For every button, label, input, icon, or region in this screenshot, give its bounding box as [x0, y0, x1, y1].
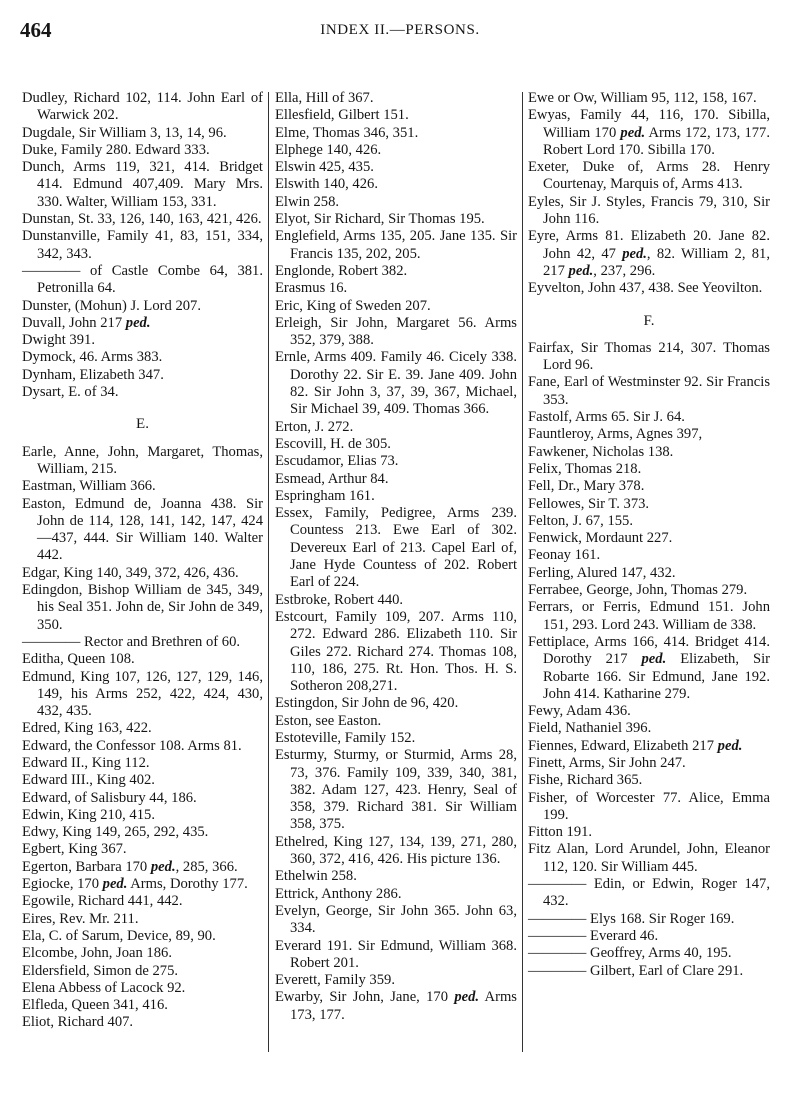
- entry-text: Elswith 140, 426.: [275, 176, 378, 193]
- index-entry: [528, 703, 770, 720]
- entry-text: ———— Everard 46.: [528, 927, 659, 944]
- index-entry: [275, 609, 517, 695]
- index-entry: [22, 841, 263, 858]
- index-entry: [528, 194, 770, 229]
- index-entry: [528, 90, 770, 107]
- entry-text: Elyot, Sir Richard, Sir Thomas 195.: [275, 211, 485, 228]
- entry-text: Fisher, of Worcester 77. Alice, Emma 199.: [528, 789, 770, 823]
- index-entry: [22, 496, 263, 565]
- entry-text: Escovill, H. de 305.: [275, 435, 391, 452]
- entry-text: Ethelred, King 127, 134, 139, 271, 280, 360, 372, 416, 426. His picture 136.: [275, 833, 517, 868]
- entry-text: Finett, Arms, Sir John 247.: [528, 754, 686, 771]
- index-entry: [528, 513, 770, 530]
- index-entry: [528, 340, 770, 375]
- index-entry: [22, 125, 263, 142]
- index-entry: [528, 720, 770, 737]
- entry-text: Dunch, Arms 119, 321, 414. Bridget 414. Edmund 407,409. Mary Mrs. 330. Walter, William 153, 331.: [22, 159, 263, 210]
- pedigree-abbrev: ped.: [150, 858, 176, 875]
- pedigree-abbrev: ped.: [454, 989, 480, 1006]
- entry-text: Ella, Hill of 367.: [275, 90, 374, 106]
- entry-text: Duvall, John 217: [22, 314, 126, 331]
- index-column-2: [275, 90, 517, 1024]
- index-entry: [275, 868, 517, 885]
- index-entry: [22, 349, 263, 366]
- index-entry: [275, 730, 517, 747]
- index-entry: [22, 651, 263, 668]
- index-column-3: [528, 90, 770, 980]
- index-entry: [528, 444, 770, 461]
- column-rule: [522, 92, 523, 1052]
- entry-text: Eastman, William 366.: [22, 478, 156, 495]
- section-letter: E.: [136, 416, 149, 433]
- index-entry: [22, 478, 263, 495]
- index-entry: [528, 280, 770, 297]
- entry-text: Elwin 258.: [275, 193, 340, 210]
- entry-text: Eyles, Sir J. Styles, Francis 79, 310, Sir John 116.: [528, 193, 770, 228]
- entry-text: Dwight 391.: [22, 332, 95, 349]
- index-entry: [275, 471, 517, 488]
- index-entry: [275, 263, 517, 280]
- index-entry: [22, 298, 263, 315]
- entry-text: Ferrabee, George, John, Thomas 279.: [528, 582, 748, 599]
- pedigree-abbrev: ped.: [102, 876, 128, 893]
- entry-text: Essex, Family, Pedigree, Arms 239. Countess 213. Ewe Earl of 302. Devereux Earl of 213. Capel Earl of, Jane Hyde Countess of 202. Robert Earl of 224.: [275, 505, 517, 591]
- index-entry: [22, 669, 263, 721]
- pedigree-abbrev: ped.: [568, 262, 594, 279]
- entry-text: Dymock, 46. Arms 383.: [22, 349, 163, 366]
- entry-text: Fastolf, Arms 65. Sir J. 64.: [528, 409, 685, 426]
- entry-text: ———— Gilbert, Earl of Clare 291.: [528, 962, 744, 979]
- index-entry: [22, 980, 263, 997]
- entry-text: Egerton, Barbara 170: [22, 858, 151, 875]
- entry-text: Edwy, King 149, 265, 292, 435.: [22, 824, 209, 841]
- entry-text: Englefield, Arms 135, 205. Jane 135. Sir Francis 135, 202, 205.: [275, 228, 517, 262]
- entry-text: Easton, Edmund de, Joanna 438. Sir John de 114, 128, 141, 142, 147, 424—437, 444. Sir William 140. Walter 442.: [22, 495, 263, 564]
- index-entry: [275, 834, 517, 869]
- entry-text: Ela, C. of Sarum, Device, 89, 90.: [22, 927, 216, 944]
- index-entry: [275, 886, 517, 903]
- index-entry: [22, 824, 263, 841]
- index-entry: [528, 547, 770, 564]
- entry-text: Feonay 161.: [528, 547, 601, 564]
- index-entry: [275, 938, 517, 973]
- index-entry: [275, 176, 517, 193]
- entry-text: Fitz Alan, Lord Arundel, John, Eleanor 112, 120. Sir William 445.: [528, 841, 770, 875]
- index-entry: [275, 505, 517, 591]
- entry-text: Fellowes, Sir T. 373.: [528, 495, 650, 512]
- entry-text: Erasmus 16.: [275, 280, 348, 297]
- entry-text: Duke, Family 280. Edward 333.: [22, 141, 210, 158]
- index-entry: [528, 911, 770, 928]
- index-entry: [528, 107, 770, 159]
- index-entry: [275, 194, 517, 211]
- index-entry: [275, 211, 517, 228]
- entry-text: Edward II., King 112.: [22, 754, 150, 771]
- entry-text: Dudley, Richard 102, 114. John Earl of Warwick 202.: [22, 90, 263, 124]
- entry-text: Ewe or Ow, William 95, 112, 158, 167.: [528, 90, 757, 106]
- entry-text: Elme, Thomas 346, 351.: [275, 124, 419, 141]
- entry-text: , 237, 296.: [593, 262, 656, 279]
- index-entry: [22, 384, 263, 401]
- entry-text: Eston, see Easton.: [275, 712, 382, 729]
- index-entry: [528, 824, 770, 841]
- entry-text: Estbroke, Robert 440.: [275, 591, 404, 608]
- index-entry: [22, 755, 263, 772]
- entry-text: Elcombe, John, Joan 186.: [22, 945, 172, 962]
- entry-text: Edward, of Salisbury 44, 186.: [22, 789, 197, 806]
- index-entry: [22, 211, 263, 228]
- pedigree-abbrev: ped.: [717, 737, 743, 754]
- index-entry: [528, 738, 770, 755]
- entry-text: Dunster, (Mohun) J. Lord 207.: [22, 297, 201, 314]
- entry-text: Elphege 140, 426.: [275, 141, 382, 158]
- entry-text: Edingdon, Bishop William de 345, 349, his Seal 351. John de, Sir John de 349, 350.: [22, 582, 263, 633]
- entry-text: Egiocke, 170: [22, 876, 103, 893]
- entry-text: Elizabeth, Sir Robarte 166. Sir Edmund, Jane 192. John 414. Katharine 279.: [543, 651, 770, 702]
- index-entry: [528, 374, 770, 409]
- entry-text: Estoteville, Family 152.: [275, 729, 416, 746]
- index-entry: [275, 488, 517, 505]
- index-entry: [275, 90, 517, 107]
- entry-text: Escudamor, Elias 73.: [275, 453, 399, 470]
- pedigree-abbrev: ped.: [622, 245, 647, 262]
- entry-text: Fawkener, Nicholas 138.: [528, 443, 674, 460]
- entry-text: Ewyas, Family 44, 116, 170. Sibilla, William 170: [528, 107, 770, 141]
- index-entry: [22, 444, 263, 479]
- index-entry: [528, 772, 770, 789]
- entry-text: Arms 172, 173, 177. Robert Lord 170. Sibilla 170.: [543, 124, 770, 158]
- entry-text: Fitton 191.: [528, 824, 593, 841]
- index-entry: [275, 989, 517, 1024]
- entry-text: Ewarby, Sir John, Jane, 170: [275, 989, 455, 1006]
- entry-text: Fishe, Richard 365.: [528, 772, 643, 789]
- index-entry: [22, 142, 263, 159]
- index-entry: [528, 409, 770, 426]
- entry-text: Fauntleroy, Arms, Agnes 397,: [528, 426, 703, 443]
- entry-text: Elena Abbess of Lacock 92.: [22, 979, 186, 996]
- index-entry: [275, 349, 517, 418]
- entry-text: Earle, Anne, John, Margaret, Thomas, William, 215.: [22, 443, 263, 477]
- index-entry: [528, 159, 770, 194]
- index-entry: [22, 945, 263, 962]
- index-entry: [528, 565, 770, 582]
- entry-text: Edwin, King 210, 415.: [22, 806, 155, 823]
- index-entry: [22, 997, 263, 1014]
- index-entry: [528, 599, 770, 634]
- index-entry: [275, 592, 517, 609]
- entry-text: Fiennes, Edward, Elizabeth 217: [528, 737, 718, 754]
- index-entry: [22, 807, 263, 824]
- pedigree-abbrev: ped.: [641, 651, 667, 668]
- entry-text: Fettiplace, Arms 166, 414. Bridget 414. Dorothy 217: [528, 633, 770, 668]
- entry-text: Editha, Queen 108.: [22, 651, 135, 668]
- index-entry: [275, 228, 517, 263]
- index-entry: [528, 841, 770, 876]
- index-entry: [528, 755, 770, 772]
- index-entry: [22, 315, 263, 332]
- entry-text: Elfleda, Queen 341, 416.: [22, 997, 168, 1014]
- section-letter: F.: [643, 312, 655, 329]
- entry-text: Dynham, Elizabeth 347.: [22, 366, 164, 383]
- index-entry: [22, 1014, 263, 1031]
- index-entry: [22, 772, 263, 789]
- index-entry: [22, 928, 263, 945]
- entry-text: Evelyn, George, Sir John 365. John 63, 334.: [275, 902, 517, 937]
- entry-text: Eldersfield, Simon de 275.: [22, 962, 179, 979]
- entry-text: Arms 173, 177.: [290, 989, 517, 1023]
- entry-text: Edward III., King 402.: [22, 772, 155, 789]
- index-entry: [528, 876, 770, 911]
- entry-text: ———— Edin, or Edwin, Roger 147, 432.: [528, 876, 770, 910]
- index-entry: [22, 367, 263, 384]
- index-entry: [22, 790, 263, 807]
- index-entry: [22, 582, 263, 634]
- index-entry: [528, 945, 770, 962]
- entry-text: Ethelwin 258.: [275, 868, 357, 885]
- entry-text: ———— Elys 168. Sir Roger 169.: [528, 910, 735, 927]
- entry-text: ———— Rector and Brethren of 60.: [22, 633, 241, 650]
- entry-text: Field, Nathaniel 396.: [528, 720, 652, 737]
- page-number: 464: [20, 18, 52, 42]
- entry-text: Egowile, Richard 441, 442.: [22, 893, 183, 910]
- index-entry: [22, 859, 263, 876]
- index-entry: [275, 903, 517, 938]
- entry-text: Dunstan, St. 33, 126, 140, 163, 421, 426.: [22, 211, 262, 228]
- entry-text: Everard 191. Sir Edmund, William 368. Robert 201.: [275, 937, 517, 971]
- index-entry: [528, 928, 770, 945]
- index-entry: [22, 893, 263, 910]
- index-entry: [22, 332, 263, 349]
- index-entry: [22, 720, 263, 737]
- entry-text: Eyre, Arms 81. Elizabeth 20. Jane 82. John 42, 47: [528, 228, 770, 262]
- entry-text: Egbert, King 367.: [22, 841, 127, 858]
- entry-text: Eires, Rev. Mr. 211.: [22, 910, 139, 927]
- entry-text: Fewy, Adam 436.: [528, 703, 631, 720]
- index-entry: [275, 419, 517, 436]
- index-entry: [22, 159, 263, 211]
- pedigree-abbrev: ped.: [125, 314, 151, 331]
- entry-text: Edgar, King 140, 349, 372, 426, 436.: [22, 564, 239, 581]
- index-entry: [275, 453, 517, 470]
- index-entry: [275, 107, 517, 124]
- index-entry: [22, 876, 263, 893]
- index-entry: [275, 747, 517, 833]
- index-entry: [275, 713, 517, 730]
- column-rule: [268, 92, 269, 1052]
- entry-text: Ernle, Arms 409. Family 46. Cicely 338. Dorothy 22. Sir E. 39. Jane 409. John 82. Sir John 3, 37, 39, 367, Michael, Sir Michael 39, 409. Thomas 366.: [275, 349, 517, 418]
- index-entry: [275, 315, 517, 350]
- index-entry: [22, 228, 263, 263]
- index-entry: [528, 582, 770, 599]
- entry-text: Ferling, Alured 147, 432.: [528, 564, 676, 581]
- index-entry: [528, 963, 770, 980]
- pedigree-abbrev: ped.: [620, 124, 646, 141]
- entry-text: Estcourt, Family 109, 207. Arms 110, 272. Edward 286. Elizabeth 110. Sir Giles 272. Richard 274. Thomas 108, 110, 186, 275. Rt. Hon. Thos. H. S. Sotheron 208,271.: [275, 608, 517, 695]
- entry-text: ———— Geoffrey, Arms 40, 195.: [528, 945, 732, 962]
- index-entry: [22, 90, 263, 125]
- entry-text: Dunstanville, Family 41, 83, 151, 334, 342, 343.: [22, 228, 263, 262]
- entry-text: Edred, King 163, 422.: [22, 720, 152, 737]
- entry-text: Estingdon, Sir John de 96, 420.: [275, 695, 459, 712]
- entry-text: Felton, J. 67, 155.: [528, 512, 633, 529]
- index-entry: [528, 790, 770, 825]
- entry-text: Fenwick, Mordaunt 227.: [528, 530, 673, 547]
- index-entry: [528, 426, 770, 443]
- index-entry: [275, 142, 517, 159]
- entry-text: Englonde, Robert 382.: [275, 262, 408, 279]
- entry-text: , 285, 366.: [175, 858, 238, 875]
- entry-text: Fane, Earl of Westminster 92. Sir Francis 353.: [528, 374, 770, 408]
- entry-text: Ellesfield, Gilbert 151.: [275, 107, 409, 124]
- index-entry: [22, 263, 263, 298]
- entry-text: Fell, Dr., Mary 378.: [528, 478, 645, 495]
- index-entry: [528, 530, 770, 547]
- entry-text: Ettrick, Anthony 286.: [275, 885, 402, 902]
- entry-text: Dysart, E. of 34.: [22, 384, 119, 401]
- index-entry: [528, 634, 770, 703]
- index-entry: [275, 125, 517, 142]
- entry-text: ———— of Castle Combe 64, 381. Petronilla 64.: [22, 262, 263, 297]
- index-entry: [22, 738, 263, 755]
- index-entry: [22, 911, 263, 928]
- index-entry: [275, 436, 517, 453]
- entry-text: Espringham 161.: [275, 487, 375, 504]
- entry-text: Edmund, King 107, 126, 127, 129, 146, 149, his Arms 252, 422, 424, 430, 432, 435.: [22, 668, 263, 720]
- index-entry: [275, 298, 517, 315]
- index-entry: [275, 695, 517, 712]
- index-entry: [528, 478, 770, 495]
- index-entry: [22, 565, 263, 582]
- index-entry: [22, 634, 263, 651]
- entry-text: Edward, the Confessor 108. Arms 81.: [22, 737, 242, 754]
- index-entry: [275, 280, 517, 297]
- entry-text: Eliot, Richard 407.: [22, 1014, 134, 1031]
- entry-text: Eyvelton, John 437, 438. See Yeovilton.: [528, 280, 763, 297]
- entry-text: Erton, J. 272.: [275, 418, 354, 435]
- index-entry: [528, 228, 770, 280]
- entry-text: Eric, King of Sweden 207.: [275, 297, 431, 314]
- entry-text: Esmead, Arthur 84.: [275, 470, 389, 487]
- entry-text: Dugdale, Sir William 3, 13, 14, 96.: [22, 124, 227, 141]
- entry-text: Exeter, Duke of, Arms 28. Henry Courtenay, Marquis of, Arms 413.: [528, 159, 770, 193]
- index-entry: [275, 972, 517, 989]
- entry-text: Fairfax, Sir Thomas 214, 307. Thomas Lord 96.: [528, 339, 770, 374]
- entry-text: Ferrars, or Ferris, Edmund 151. John 151, 293. Lord 243. William de 338.: [528, 599, 770, 633]
- running-head: INDEX II.—PERSONS.: [320, 22, 480, 38]
- entry-text: Felix, Thomas 218.: [528, 460, 642, 477]
- entry-text: Esturmy, Sturmy, or Sturmid, Arms 28, 73, 376. Family 109, 339, 340, 381, 382. Adam 127, 423. Henry, Seal of 358, 379. Richard 381. Sir William 358, 375.: [275, 747, 517, 833]
- entry-text: Elswin 425, 435.: [275, 159, 374, 176]
- index-entry: [275, 159, 517, 176]
- index-entry: [528, 461, 770, 478]
- index-column-1: [22, 90, 263, 1032]
- entry-text: Erleigh, Sir John, Margaret 56. Arms 352, 379, 388.: [275, 314, 517, 349]
- entry-text: Everett, Family 359.: [275, 972, 395, 989]
- index-entry: [22, 963, 263, 980]
- index-entry: [528, 496, 770, 513]
- entry-text: , 82. William 2, 81, 217: [543, 245, 770, 279]
- entry-text: Arms, Dorothy 177.: [127, 876, 248, 893]
